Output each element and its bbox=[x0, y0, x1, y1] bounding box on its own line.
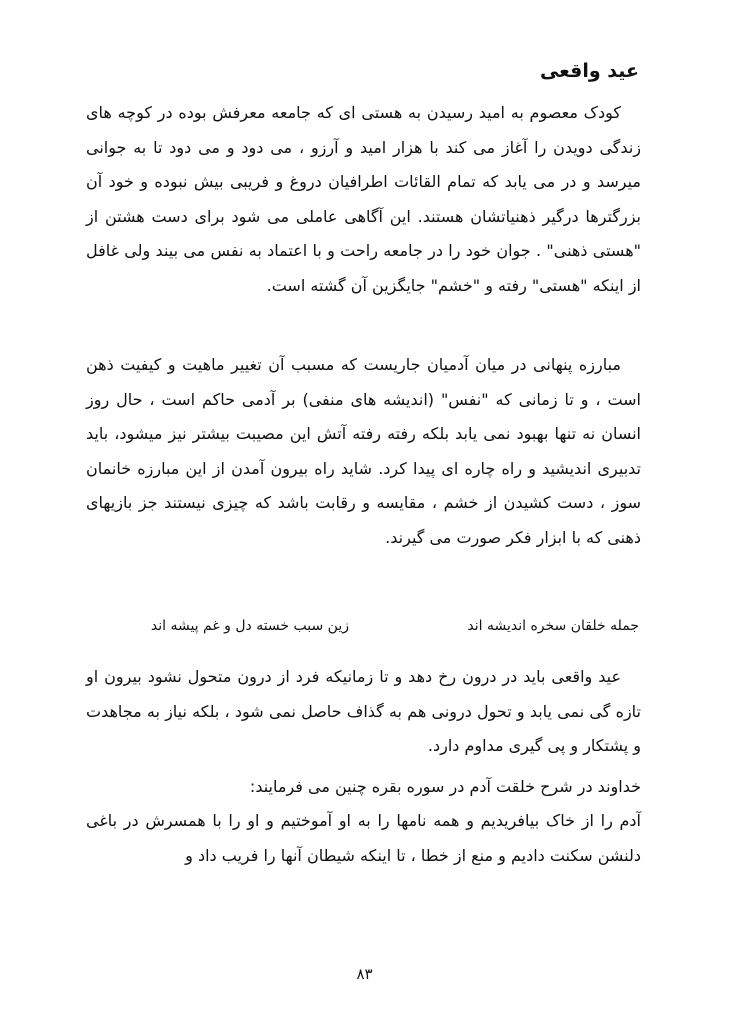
page-number: ۸۳ bbox=[356, 965, 373, 983]
paragraph-struggle: مبارزه پنهانی در میان آدمیان جاریست که مسبب آن تغییر ماهیت و کیفیت ذهن است ، و تا زمانی که "نفس" (اندیشه های منفی) بر آدمی حاکم است ، حال روز انسان نه تنها بهبود نمی یابد بلکه رفته رفته آتش این مصیبت بیشتر نیز میشود، باید تدبیری اندیشید و راه چاره ای پیدا کرد. شاید راه بیرون آمدن از این مبارزه خانمان سوز ، دست کشیدن از خشم ، مقایسه و رقابت باشد که چیزی نیستند جز بازیهای ذهنی که با ابزار فکر صورت می گیرند. bbox=[86, 355, 641, 547]
verse-hemistich-first: جمله خلقان سخره اندیشه اند bbox=[467, 618, 639, 634]
paragraph-intro: کودک معصوم به امید رسیدن به هستی ای که جامعه معرفش بوده در کوچه های زندگی دویدن را آغاز می کند با هزار امید و آرزو ، می دود و می دود تا به جوانی میرسد و در می یابد که تمام القائات اطرافیان دروغ و فریبی بیش نبوده و خود آن بزرگترها درگیر ذهنیاتشان هستند. این آگاهی عاملی می شود برای دست هشتن از "هستی ذهنی" . جوان خود را در جامعه راحت و با اعتماد به نفس می بیند ولی غافل از اینکه "هستی" رفته و "خشم" جایگزین آن گشته است. bbox=[86, 103, 641, 295]
paragraph-adam-story: آدم را از خاک بیافریدیم و همه نامها را به او آموختیم و او را با همسرش در باغی دلنشن سکنت دادیم و منع از خطا ، تا اینکه شیطان آنها را فریب داد و bbox=[86, 811, 641, 865]
paragraph-true-eid: عید واقعی باید در درون رخ دهد و تا زمانیکه فرد از درون متحول نشود بیرون او تازه گی نمی یابد و تحول درونی هم به گذاف حاصل نمی شود ، بلکه نیاز به مجاهدت و پشتکار و پی گیری مداوم دارد. bbox=[86, 667, 641, 755]
verse-hemistich-second: زین سبب خسته دل و غم پیشه اند bbox=[150, 618, 349, 634]
section-title: عید واقعی bbox=[539, 60, 639, 82]
paragraph-quran-intro: خداوند در شرح خلقت آدم در سوره بقره چنین می فرمایند: bbox=[249, 777, 641, 796]
